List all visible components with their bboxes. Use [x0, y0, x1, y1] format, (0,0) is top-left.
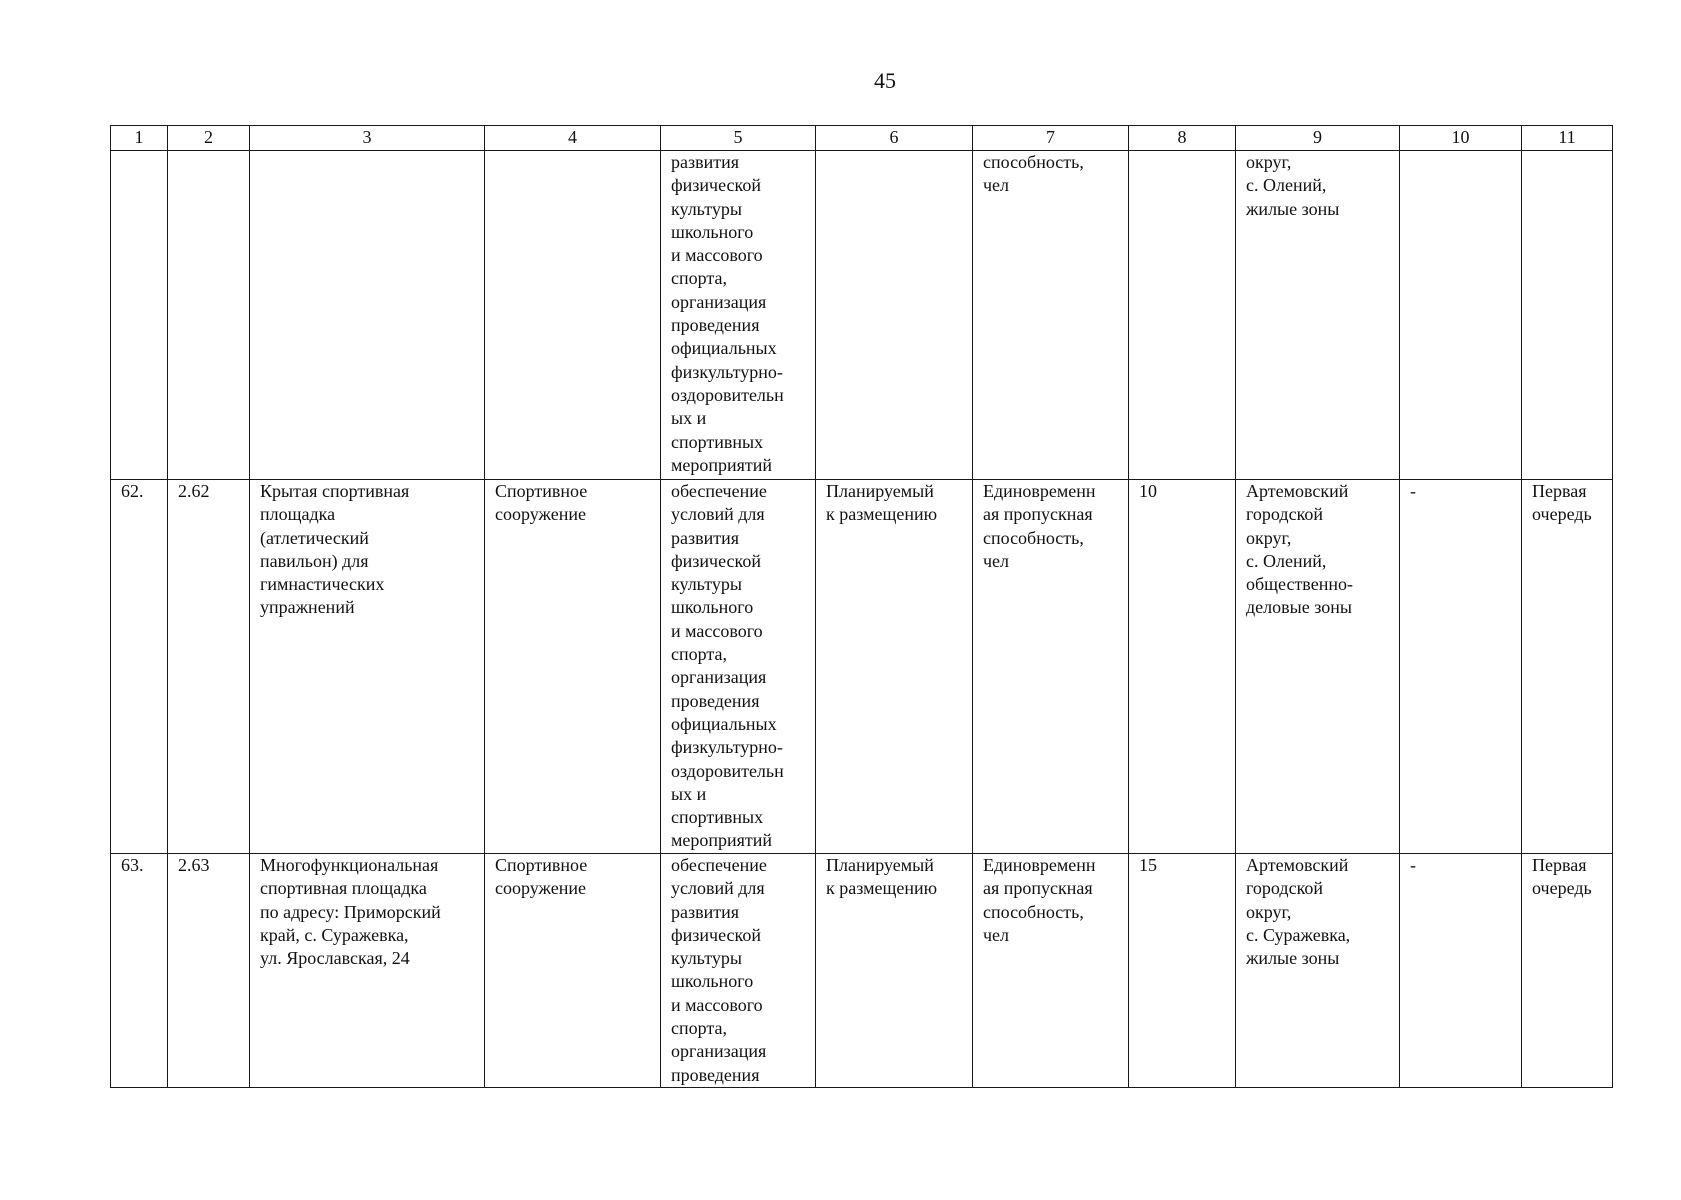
cell-text: обеспечение условий для развития физической культуры школьного и массового спорта, организация проведения официальных физкультурно- оздоровительн ых и спортивных мероприятий — [671, 481, 784, 851]
cell-text: Первая очередь — [1532, 855, 1592, 899]
cell-text: развития физической культуры школьного и массового спорта, организация проведения официальных физкультурно- оздоровительн ых и спортивных мероприятий — [671, 152, 784, 475]
header-row — [111, 126, 1613, 151]
column-header: 3 — [250, 126, 485, 151]
table-cell — [250, 151, 485, 480]
table-cell — [485, 480, 661, 854]
cell-text: - — [1410, 855, 1416, 875]
cell-text: Спортивное сооружение — [495, 855, 588, 899]
table-cell — [1236, 151, 1400, 480]
table-cell — [250, 480, 485, 854]
table-row — [111, 480, 1613, 854]
column-header: 2 — [168, 126, 250, 151]
cell-text: округ, с. Олений, жилые зоны — [1246, 152, 1340, 219]
page-number: 45 — [874, 68, 896, 93]
cell-text: Планируемый к размещению — [826, 481, 938, 525]
cell-text: способность, чел — [983, 152, 1084, 196]
table-cell — [1522, 854, 1613, 1088]
table-cell — [1400, 480, 1522, 854]
table-cell — [661, 151, 816, 480]
table-cell — [1400, 151, 1522, 480]
data-table — [110, 125, 1613, 1088]
table-cell — [1522, 480, 1613, 854]
table-cell — [1129, 480, 1236, 854]
table-cell — [816, 854, 973, 1088]
table-cell — [1236, 854, 1400, 1088]
table-cell — [250, 854, 485, 1088]
column-header: 11 — [1522, 126, 1613, 151]
table-cell — [111, 151, 168, 480]
table-cell — [111, 480, 168, 854]
table-cell — [111, 854, 168, 1088]
cell-text: Артемовский городской округ, с. Олений, общественно- деловые зоны — [1246, 481, 1353, 618]
cell-text: 62. — [121, 481, 144, 501]
cell-text: 2.63 — [178, 855, 210, 875]
cell-text: 15 — [1139, 855, 1157, 875]
table-cell — [1129, 151, 1236, 480]
table-cell — [168, 151, 250, 480]
cell-text: - — [1410, 481, 1416, 501]
column-header: 7 — [973, 126, 1129, 151]
table-cell — [661, 480, 816, 854]
column-header: 9 — [1236, 126, 1400, 151]
cell-text: Крытая спортивная площадка (атлетический павильон) для гимнастических упражнений — [260, 481, 410, 618]
cell-text: Планируемый к размещению — [826, 855, 938, 899]
cell-text: Единовременн ая пропускная способность, чел — [983, 481, 1096, 571]
cell-text: 10 — [1139, 481, 1157, 501]
cell-text: Первая очередь — [1532, 481, 1592, 525]
cell-text: 63. — [121, 855, 144, 875]
cell-text: 2.62 — [178, 481, 210, 501]
table-row — [111, 854, 1613, 1088]
cell-text: Артемовский городской округ, с. Суражевка, жилые зоны — [1246, 855, 1351, 969]
table-cell — [1522, 151, 1613, 480]
table-cell — [168, 854, 250, 1088]
table-cell — [1400, 854, 1522, 1088]
cell-text: Многофункциональная спортивная площадка по адресу: Приморский край, с. Суражевка, ул. Ярославская, 24 — [260, 855, 441, 969]
table-row — [111, 151, 1613, 480]
cell-text: Спортивное сооружение — [495, 481, 588, 525]
column-header: 10 — [1400, 126, 1522, 151]
table-cell — [1129, 854, 1236, 1088]
cell-text: Единовременн ая пропускная способность, чел — [983, 855, 1096, 945]
table-cell — [168, 480, 250, 854]
table-cell — [661, 854, 816, 1088]
table-cell — [816, 151, 973, 480]
column-header: 5 — [661, 126, 816, 151]
column-header: 1 — [111, 126, 168, 151]
cell-text: обеспечение условий для развития физической культуры школьного и массового спорта, организация проведения — [671, 855, 767, 1085]
table-cell — [973, 151, 1129, 480]
column-header: 8 — [1129, 126, 1236, 151]
table-cell — [973, 480, 1129, 854]
column-header: 4 — [485, 126, 661, 151]
table-cell — [485, 151, 661, 480]
column-header: 6 — [816, 126, 973, 151]
table-cell — [485, 854, 661, 1088]
table-cell — [816, 480, 973, 854]
table-cell — [1236, 480, 1400, 854]
table-cell — [973, 854, 1129, 1088]
